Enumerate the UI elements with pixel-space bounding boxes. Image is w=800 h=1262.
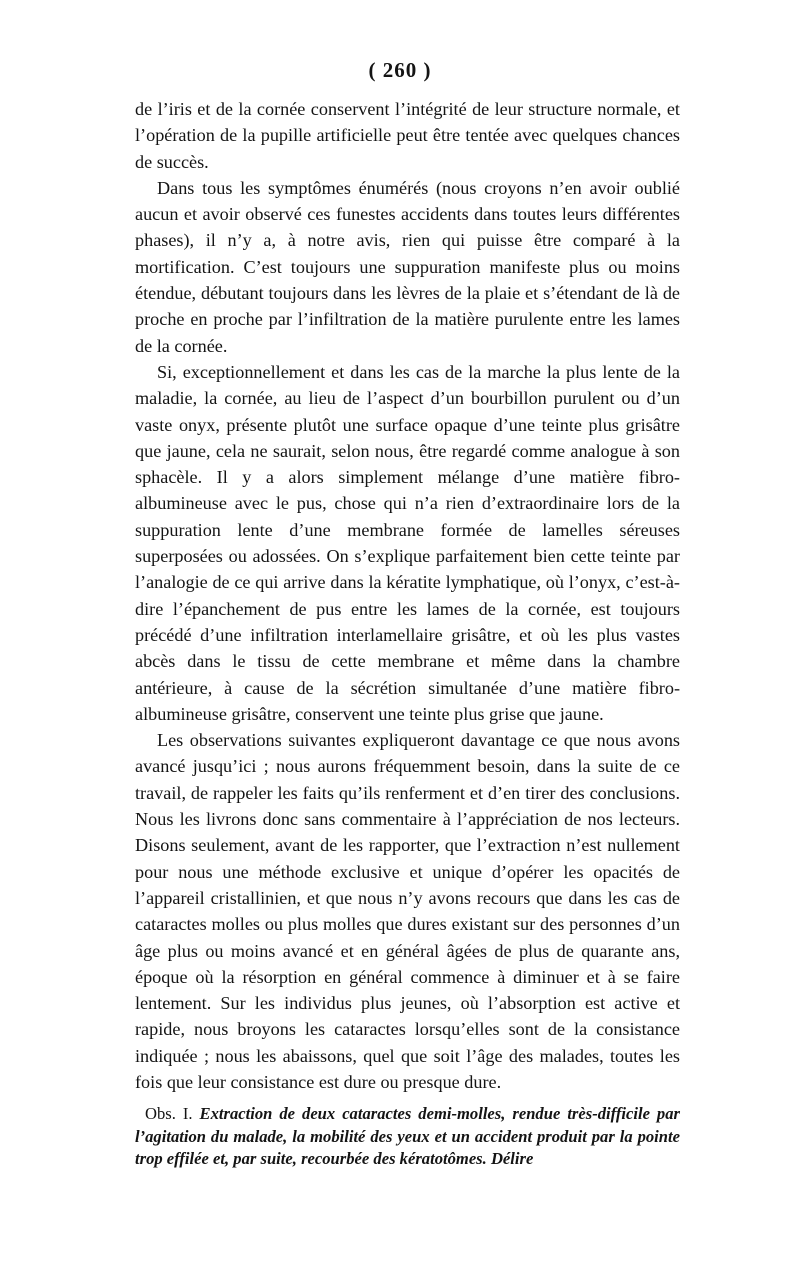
paragraph-symptoms: Dans tous les symptômes énumérés (nous croyons n’en avoir oublié aucun et avoir observé ces funestes accidents dans toutes leurs différentes phases), il n’y a, à notre avis, rien qui puisse être comparé à la mortification. C’est toujours une suppuration manifeste plus ou moins étendue, débutant toujours dans les lèvres de la plaie et s’étendant de là de proche en proche par l’infiltration de la matière purulente entre les lames de la cornée.	[135, 177, 680, 356]
page-number: ( 260 )	[368, 58, 432, 82]
body-text	[135, 96, 680, 1171]
paragraph-observations: Les observations suivantes expliqueront davantage ce que nous avons avancé jusqu’ici ; nous aurons fréquemment besoin, dans la suite de ce travail, de rappeler les faits qu’ils renferment et d’en tirer des conclusions. Nous les livrons donc sans commentaire à l’appréciation de nos lecteurs. Disons seulement, avant de les rapporter, que l’extraction n’est nullement pour nous une méthode exclusive et unique d’opérer les opacités de l’appareil cristallinien, et que nous n’y avons recours que dans les cas de cataractes molles ou plus molles que dures existant sur des personnes d’un âge plus ou moins avancé et en général âgées de plus de quarante ans, époque où la résorption en général commence à diminuer et à se faire lentement. Sur les individus plus jeunes, où l’absorption est active et rapide, nous broyons les cataractes lorsqu’elles sont de la consistance indiquée ; nous les abaissons, quel que soit l’âge des malades, toutes les fois que leur consistance est dure ou presque dure.	[135, 730, 680, 1092]
paragraph-continuation: de l’iris et de la cornée conservent l’intégrité de leur structure normale, et l’opération de la pupille artificielle peut être tentée avec quelques chances de succès.	[135, 99, 680, 172]
observation-title: Extraction de deux cataractes demi-molles, rendue très-difficile par l’agitation du malade, la mobilité des yeux et un accident produit par la pointe trop effilée et, par suite, recourbée des kératotômes. Délire	[135, 1104, 680, 1169]
observation-heading	[135, 1103, 680, 1171]
observation-label: Obs. I.	[145, 1104, 193, 1124]
paragraph-exception: Si, exceptionnellement et dans les cas de la marche la plus lente de la maladie, la cornée, au lieu de l’aspect d’un bourbillon purulent ou d’un vaste onyx, présente plutôt une surface opaque d’une teinte plus grisâtre que jaune, cela ne saurait, selon nous, être regardé comme analogue à son sphacèle. Il y a alors simplement mélange d’une matière fibro-albumineuse avec le pus, chose qui n’a rien d’extraordinaire lors de la suppuration lente d’une membrane formée de lamelles séreuses superposées ou adossées. On s’explique parfaitement bien cette teinte par l’analogie de ce qui arrive dans la kératite lymphatique, où l’onyx, c’est-à-dire l’épanchement de pus entre les lames de la cornée, est toujours précédé d’une infiltration interlamellaire grisâtre, et où les plus vastes abcès dans le tissu de cette membrane et même dans la chambre antérieure, à cause de la sécrétion simultanée d’une matière fibro-albumineuse grisâtre, conservent une teinte plus grise que jaune.	[135, 361, 680, 724]
